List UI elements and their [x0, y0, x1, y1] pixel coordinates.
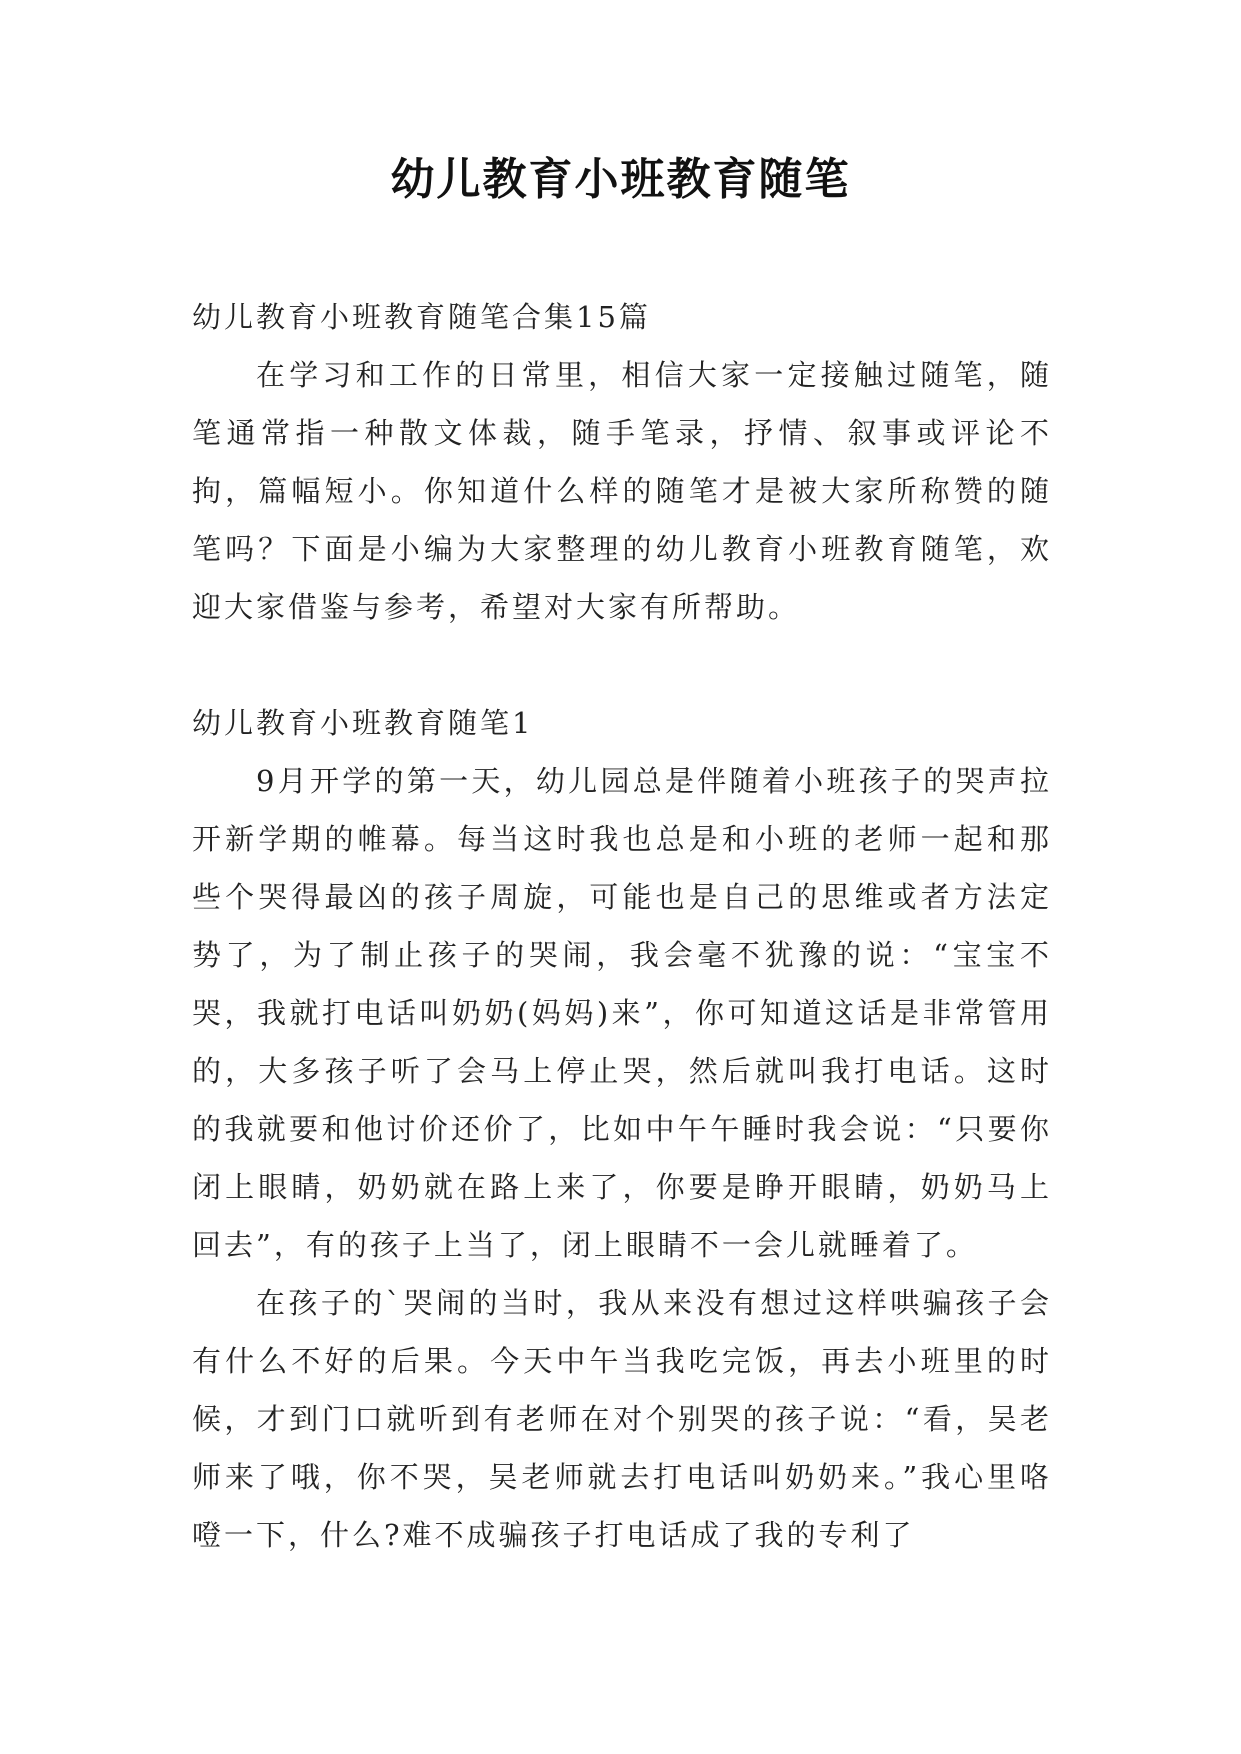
- section-spacer: [192, 636, 1052, 694]
- intro-paragraph: 在学习和工作的日常里，相信大家一定接触过随笔，随笔通常指一种散文体裁，随手笔录，抒情、叙事或评论不拘，篇幅短小。你知道什么样的随笔才是被大家所称赞的随笔吗？下面是小编为大家整理的幼儿教育小班教育随笔，欢迎大家借鉴与参考，希望对大家有所帮助。: [192, 358, 1052, 624]
- collection-heading: 幼儿教育小班教育随笔合集15篇: [192, 300, 651, 334]
- section-1-paragraph-2: 在孩子的`哭闹的当时，我从来没有想过这样哄骗孩子会有什么不好的后果。今天中午当我吃完饭，再去小班里的时候，才到门口就听到有老师在对个别哭的孩子说：“看，吴老师来了哦，你不哭，吴老师就去打电话叫奶奶来。”我心里咯噔一下，什么?难不成骗孩子打电话成了我的专利了: [192, 1286, 1052, 1552]
- section-heading-1: 幼儿教育小班教育随笔1: [192, 706, 534, 740]
- section-1-paragraph-1: 9月开学的第一天，幼儿园总是伴随着小班孩子的哭声拉开新学期的帷幕。每当这时我也总是和小班的老师一起和那些个哭得最凶的孩子周旋，可能也是自己的思维或者方法定势了，为了制止孩子的哭闹，我会毫不犹豫的说：“宝宝不哭，我就打电话叫奶奶(妈妈)来”，你可知道这话是非常管用的，大多孩子听了会马上停止哭，然后就叫我打电话。这时的我就要和他讨价还价了，比如中午午睡时我会说：“只要你闭上眼睛，奶奶就在路上来了，你要是睁开眼睛，奶奶马上回去”，有的孩子上当了，闭上眼睛不一会儿就睡着了。: [192, 764, 1052, 1262]
- document-body: [192, 288, 1052, 1564]
- document-title: 幼儿教育小班教育随笔: [390, 154, 851, 205]
